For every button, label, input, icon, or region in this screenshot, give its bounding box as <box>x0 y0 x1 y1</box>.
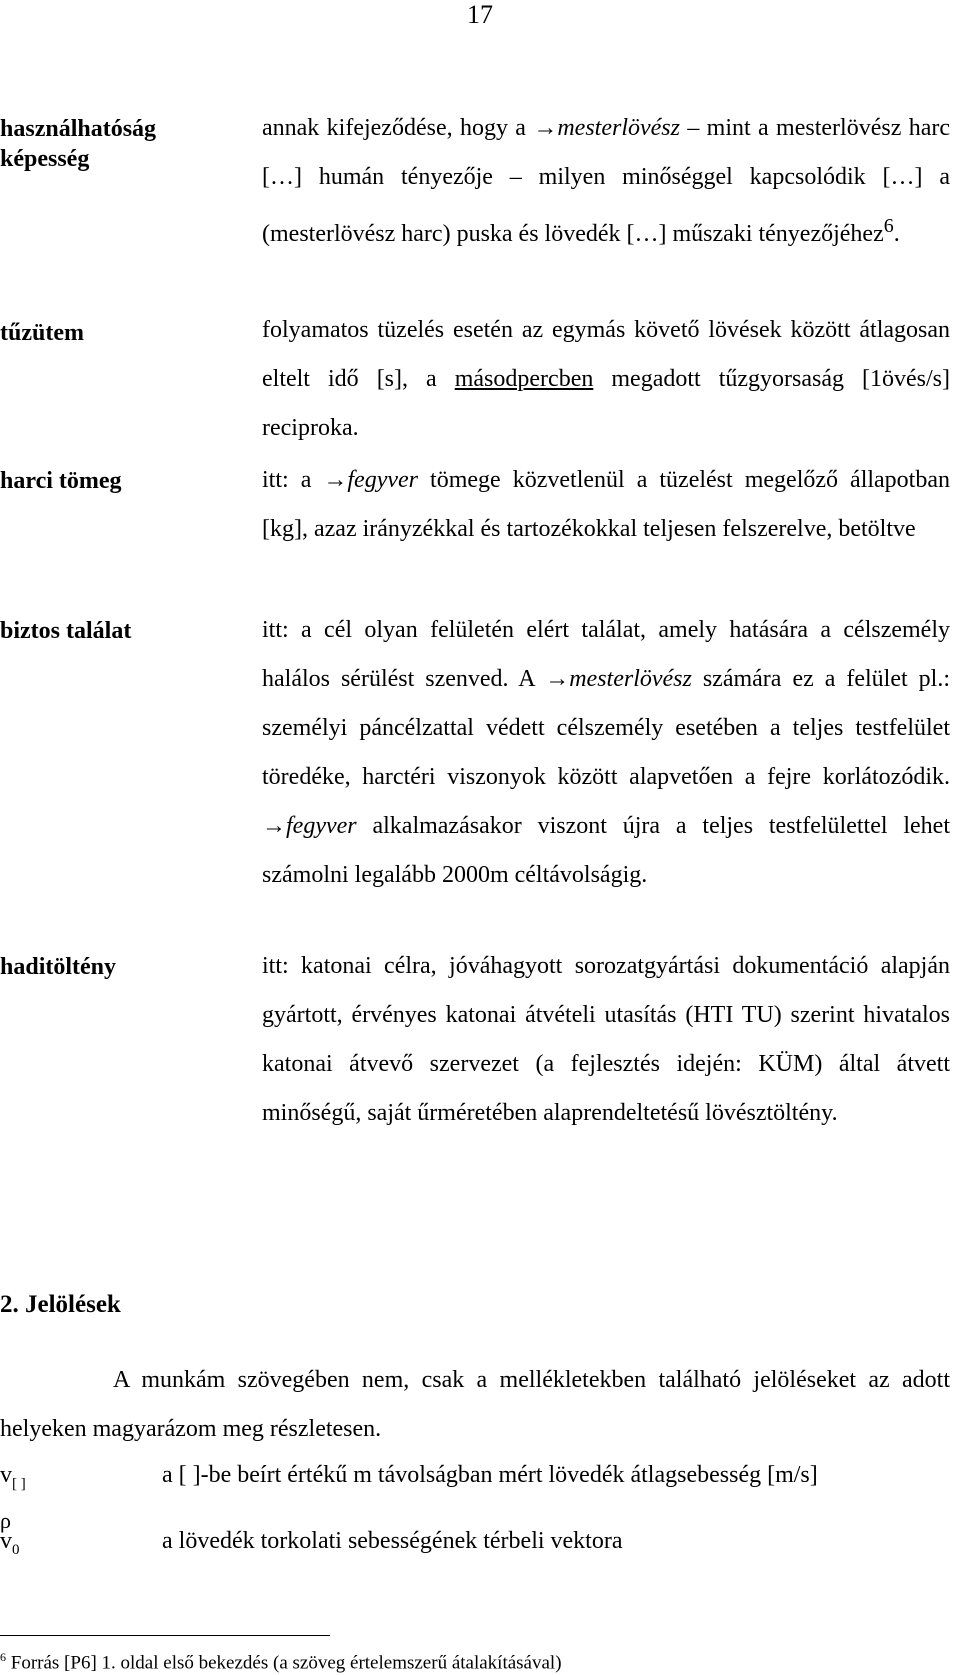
symbol-letter: v <box>0 1462 12 1488</box>
symbol-subscript: [ ] <box>12 1476 26 1492</box>
vector-mark-icon: ρ <box>0 1508 11 1533</box>
section-intro: A munkám szövegében nem, csak a mellékletekben található jelöléseket az adott helyeken magyarázom meg részletesen. <box>0 1367 950 1442</box>
section-heading: 2. Jelölések <box>0 1291 121 1318</box>
definition-text: alkalmazásakor viszont újra a teljes testfelülettel lehet számolni legalább 2000m céltávolságig. <box>262 813 950 888</box>
footnote-reference[interactable]: 6 <box>883 215 894 237</box>
term-biztos-talalat: biztos találat <box>0 618 132 644</box>
definition-text: annak kifejeződése, hogy a <box>262 115 534 141</box>
footnote <box>0 1645 562 1675</box>
definition-harci-tomeg <box>262 456 950 554</box>
cross-reference-link[interactable]: fegyver <box>286 813 357 839</box>
term-tuzutem: tűzütem <box>0 320 84 346</box>
definition-text: számára ez a felület pl.: személyi páncélzattal védett célszemély esetében a teljes testfelület töredéke, harctéri viszonyok között alapvetően a fejre korlátozódik. <box>262 666 950 790</box>
cross-reference-arrow-icon: → <box>545 666 570 692</box>
symbol-description: a lövedék torkolati sebességének térbeli vektora <box>162 1528 623 1554</box>
cross-reference-arrow-icon: → <box>262 813 286 839</box>
footnote-text: Forrás [P6] 1. oldal első bekezdés (a szöveg értelemszerű átalakításával) <box>6 1652 562 1674</box>
definition-haditolteny <box>262 942 950 1138</box>
definition-text: – mint a mesterlövész harc […] humán tényezője – milyen minőséggel kapcsolódik […] a (mesterlövész harc) puska és lövedék […] műszaki tényezőjéhez <box>262 115 950 247</box>
definition-text: itt: a cél olyan felületén elért találat, amely hatására a célszemély halálos sérülést szenved. A <box>262 617 950 692</box>
definition-hasznalhatosag <box>262 104 950 259</box>
definition-biztos-talalat <box>262 606 950 900</box>
term-hasznalhatosag: használhatóság képesség <box>0 116 157 172</box>
symbol-subscript: 0 <box>12 1542 20 1558</box>
cross-reference-link[interactable]: fegyver <box>347 467 419 493</box>
symbol <box>0 1508 130 1565</box>
definition-text: tömege közvetlenül a tüzelést megelőző állapotban [kg], azaz irányzékkal és tartozékokkal teljesen felszerelve, betöltve <box>262 467 950 542</box>
term-haditolteny: haditöltény <box>0 954 117 980</box>
cross-reference-link[interactable]: mesterlövész <box>557 115 680 141</box>
symbol-letter: v <box>0 1528 12 1554</box>
cross-reference-link[interactable]: mesterlövész <box>569 666 692 692</box>
underlined-term: másodpercben <box>454 366 594 392</box>
footnote-divider <box>0 1635 330 1636</box>
definition-text: itt: a <box>262 467 324 493</box>
definition-text: megadott tűzgyorsaság [1övés/s] reciproka. <box>262 366 951 441</box>
symbol <box>0 1460 130 1499</box>
definition-text: itt: katonai célra, jóváhagyott sorozatgyártási dokumentáció alapján gyártott, érvényes katonai átvételi utasítás (HTI TU) szerint hivatalos katonai átvevő szervezet (a fejlesztés idején: KÜM) által átvett minőségű, saját űrméretében alaprendeltetésű lövésztöltény. <box>262 953 950 1126</box>
footnote-number: 6 <box>0 1650 6 1664</box>
symbol-description: a [ ]-be beírt értékű m távolságban mért lövedék átlagsebesség [m/s] <box>162 1462 818 1488</box>
term-harci-tomeg: harci tömeg <box>0 468 122 494</box>
cross-reference-arrow-icon: → <box>533 115 558 141</box>
definition-text: . <box>893 221 900 247</box>
page-number: 17 <box>467 0 493 29</box>
definition-tuzutem <box>262 306 950 453</box>
cross-reference-arrow-icon: → <box>323 467 348 493</box>
definition-text: folyamatos tüzelés esetén az egymás követő lövések között átlagosan eltelt idő [s], a <box>262 317 950 392</box>
